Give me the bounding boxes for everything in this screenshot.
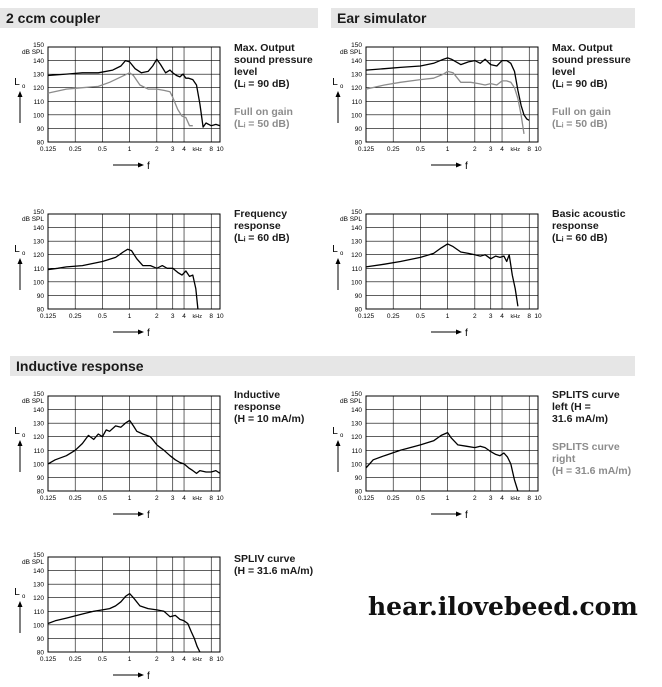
legend-entry-spliv: SPLIV curve (H = 31.6 mA/m) bbox=[234, 553, 314, 577]
y-tick-label: 100 bbox=[33, 461, 44, 469]
x-tick-label: 3 bbox=[488, 495, 493, 502]
y-tick-label: 80 bbox=[354, 139, 362, 147]
x-tick-label: 1 bbox=[127, 146, 132, 153]
y-tick-label: 110 bbox=[33, 608, 44, 616]
x-axis-arrowhead bbox=[138, 163, 144, 168]
y-unit-label: dB SPL bbox=[21, 398, 44, 405]
x-tick-label: 8 bbox=[527, 146, 532, 153]
plot-frame bbox=[366, 214, 538, 309]
y-axis-arrowhead bbox=[18, 258, 23, 264]
x-unit-label: kHz bbox=[510, 496, 520, 502]
x-tick-label: 10 bbox=[534, 146, 542, 153]
y-axis-label: L bbox=[14, 244, 20, 255]
x-tick-label: 0.25 bbox=[386, 313, 400, 320]
legend-entry-full-on-gain: Full on gain (Lᵢ = 50 dB) bbox=[234, 106, 293, 130]
x-tick-label: 8 bbox=[527, 313, 532, 320]
y-tick-label: 100 bbox=[33, 622, 44, 630]
y-tick-label: 90 bbox=[36, 474, 44, 482]
y-unit-label: dB SPL bbox=[339, 49, 362, 56]
legend-splits bbox=[552, 389, 631, 477]
x-axis-label: f bbox=[147, 161, 150, 172]
x-unit-label: kHz bbox=[192, 314, 202, 320]
legend-ear-max bbox=[552, 42, 631, 130]
x-tick-label: 0.25 bbox=[68, 656, 82, 663]
y-tick-label: 90 bbox=[36, 292, 44, 300]
x-tick-label: 3 bbox=[488, 313, 493, 320]
y-tick-label: 140 bbox=[33, 225, 44, 233]
legend-inductive bbox=[234, 389, 304, 425]
x-tick-label: 0.25 bbox=[386, 495, 400, 502]
x-tick-label: 0.5 bbox=[415, 313, 425, 320]
legend-entry-frequency-response: Frequency response (Lᵢ = 60 dB) bbox=[234, 208, 290, 244]
x-tick-label: 2 bbox=[473, 146, 477, 153]
y-tick-label: 150 bbox=[351, 209, 362, 216]
y-tick-label: 80 bbox=[354, 488, 362, 496]
y-tick-label: 110 bbox=[351, 447, 362, 455]
y-axis-label: L bbox=[14, 426, 20, 437]
plot-frame bbox=[366, 396, 538, 491]
x-axis-label: f bbox=[465, 510, 468, 521]
y-axis-label-sub: o bbox=[340, 84, 344, 90]
legend-entry-basic-acoustic: Basic acoustic response (Lᵢ = 60 dB) bbox=[552, 208, 626, 244]
x-unit-label: kHz bbox=[192, 657, 202, 663]
y-tick-label: 90 bbox=[354, 474, 362, 482]
legend-entry-full-on-gain: Full on gain (Lᵢ = 50 dB) bbox=[552, 106, 611, 130]
watermark-text: hear.ilovebeed.com bbox=[368, 592, 638, 621]
chart-coupler-frequency-response bbox=[0, 207, 232, 343]
y-tick-label: 140 bbox=[351, 58, 362, 66]
y-axis-label: L bbox=[332, 77, 338, 88]
x-tick-label: 4 bbox=[182, 495, 186, 502]
plot-frame bbox=[48, 396, 220, 491]
legend-coupler-freq bbox=[234, 208, 289, 244]
y-tick-label: 140 bbox=[33, 407, 44, 415]
x-tick-label: 2 bbox=[155, 313, 159, 320]
y-axis-label-sub: o bbox=[22, 433, 26, 439]
y-tick-label: 110 bbox=[33, 265, 44, 273]
y-tick-label: 150 bbox=[351, 391, 362, 398]
y-axis-arrowhead bbox=[336, 91, 341, 97]
section-header-ear bbox=[331, 8, 635, 28]
plot-frame bbox=[366, 47, 538, 142]
section-title: Inductive response bbox=[16, 358, 144, 374]
x-tick-label: 0.25 bbox=[68, 146, 82, 153]
x-tick-label: 4 bbox=[500, 495, 504, 502]
y-axis-label-sub: o bbox=[340, 433, 344, 439]
y-tick-label: 110 bbox=[351, 98, 362, 106]
y-tick-label: 80 bbox=[354, 306, 362, 314]
y-tick-label: 110 bbox=[351, 265, 362, 273]
y-tick-label: 130 bbox=[33, 71, 44, 79]
x-tick-label: 0.25 bbox=[386, 146, 400, 153]
chart-ear-basic-acoustic bbox=[318, 207, 550, 343]
legend-spliv bbox=[234, 553, 313, 577]
x-tick-label: 0.125 bbox=[39, 313, 57, 320]
y-tick-label: 120 bbox=[33, 252, 44, 260]
y-axis-arrowhead bbox=[336, 440, 341, 446]
x-axis-arrowhead bbox=[456, 330, 462, 335]
x-tick-label: 1 bbox=[127, 495, 132, 502]
y-tick-label: 130 bbox=[33, 420, 44, 428]
y-tick-label: 80 bbox=[36, 306, 44, 314]
x-tick-label: 2 bbox=[155, 656, 159, 663]
x-tick-label: 2 bbox=[155, 146, 159, 153]
section-title: Ear simulator bbox=[337, 10, 427, 26]
x-tick-label: 10 bbox=[534, 313, 542, 320]
chart-inductive-response bbox=[0, 389, 232, 525]
y-tick-label: 120 bbox=[33, 434, 44, 442]
x-tick-label: 3 bbox=[488, 146, 493, 153]
y-tick-label: 130 bbox=[33, 238, 44, 246]
x-tick-label: 0.125 bbox=[39, 146, 57, 153]
x-tick-label: 3 bbox=[170, 656, 175, 663]
x-tick-label: 8 bbox=[209, 146, 214, 153]
y-tick-label: 120 bbox=[351, 85, 362, 93]
x-tick-label: 8 bbox=[209, 656, 214, 663]
x-tick-label: 0.5 bbox=[97, 146, 107, 153]
x-tick-label: 1 bbox=[127, 313, 132, 320]
x-axis-label: f bbox=[147, 510, 150, 521]
x-tick-label: 1 bbox=[445, 313, 450, 320]
section-header-inductive bbox=[10, 356, 635, 376]
y-axis-label-sub: o bbox=[22, 594, 26, 600]
y-axis-label-sub: o bbox=[340, 251, 344, 257]
x-unit-label: kHz bbox=[192, 496, 202, 502]
x-tick-label: 0.125 bbox=[39, 495, 57, 502]
y-tick-label: 130 bbox=[351, 238, 362, 246]
y-tick-label: 100 bbox=[33, 112, 44, 120]
x-axis-arrowhead bbox=[456, 163, 462, 168]
y-axis-arrowhead bbox=[336, 258, 341, 264]
y-tick-label: 150 bbox=[33, 209, 44, 216]
y-axis-label: L bbox=[332, 244, 338, 255]
y-tick-label: 120 bbox=[351, 434, 362, 442]
x-tick-label: 10 bbox=[534, 495, 542, 502]
x-tick-label: 3 bbox=[170, 146, 175, 153]
section-title: 2 ccm coupler bbox=[6, 10, 101, 26]
x-tick-label: 2 bbox=[473, 495, 477, 502]
y-tick-label: 120 bbox=[33, 85, 44, 93]
y-tick-label: 130 bbox=[351, 420, 362, 428]
x-tick-label: 3 bbox=[170, 313, 175, 320]
y-tick-label: 90 bbox=[36, 125, 44, 133]
x-axis-arrowhead bbox=[138, 330, 144, 335]
x-tick-label: 4 bbox=[500, 313, 504, 320]
x-axis-arrowhead bbox=[138, 512, 144, 517]
y-tick-label: 90 bbox=[354, 292, 362, 300]
y-tick-label: 120 bbox=[33, 595, 44, 603]
x-tick-label: 4 bbox=[182, 656, 186, 663]
chart-spliv-curve bbox=[0, 550, 232, 686]
x-tick-label: 2 bbox=[473, 313, 477, 320]
y-tick-label: 100 bbox=[351, 112, 362, 120]
x-tick-label: 8 bbox=[527, 495, 532, 502]
y-unit-label: dB SPL bbox=[21, 216, 44, 223]
x-tick-label: 1 bbox=[445, 495, 450, 502]
x-tick-label: 8 bbox=[209, 313, 214, 320]
y-tick-label: 140 bbox=[33, 58, 44, 66]
y-tick-label: 80 bbox=[36, 488, 44, 496]
y-tick-label: 150 bbox=[33, 552, 44, 559]
y-tick-label: 150 bbox=[351, 42, 362, 49]
y-unit-label: dB SPL bbox=[21, 49, 44, 56]
y-tick-label: 140 bbox=[351, 225, 362, 233]
legend-ear-basic bbox=[552, 208, 626, 244]
y-tick-label: 90 bbox=[354, 125, 362, 133]
x-tick-label: 0.5 bbox=[97, 313, 107, 320]
y-tick-label: 80 bbox=[36, 139, 44, 147]
legend-entry-splits-right: SPLITS curve right (H = 31.6 mA/m) bbox=[552, 441, 632, 477]
x-tick-label: 8 bbox=[209, 495, 214, 502]
x-tick-label: 0.5 bbox=[97, 656, 107, 663]
y-axis-label: L bbox=[14, 77, 20, 88]
y-axis-label: L bbox=[14, 587, 20, 598]
x-tick-label: 0.125 bbox=[357, 146, 375, 153]
y-tick-label: 150 bbox=[33, 42, 44, 49]
legend-coupler-max bbox=[234, 42, 313, 130]
x-unit-label: kHz bbox=[192, 147, 202, 153]
y-tick-label: 100 bbox=[351, 279, 362, 287]
x-tick-label: 2 bbox=[155, 495, 159, 502]
chart-ear-max-output bbox=[318, 40, 550, 176]
y-tick-label: 110 bbox=[33, 98, 44, 106]
legend-entry-inductive-response: Inductive response (H = 10 mA/m) bbox=[234, 389, 305, 425]
y-axis-arrowhead bbox=[18, 91, 23, 97]
x-tick-label: 0.5 bbox=[97, 495, 107, 502]
y-tick-label: 120 bbox=[351, 252, 362, 260]
x-unit-label: kHz bbox=[510, 147, 520, 153]
x-tick-label: 4 bbox=[182, 313, 186, 320]
y-tick-label: 140 bbox=[33, 568, 44, 576]
plot-frame bbox=[48, 47, 220, 142]
y-tick-label: 90 bbox=[36, 635, 44, 643]
x-tick-label: 1 bbox=[445, 146, 450, 153]
x-axis-arrowhead bbox=[456, 512, 462, 517]
x-tick-label: 0.125 bbox=[357, 495, 375, 502]
x-tick-label: 0.125 bbox=[357, 313, 375, 320]
x-axis-label: f bbox=[465, 328, 468, 339]
y-tick-label: 140 bbox=[351, 407, 362, 415]
x-axis-label: f bbox=[465, 161, 468, 172]
x-tick-label: 0.25 bbox=[68, 313, 82, 320]
x-tick-label: 0.125 bbox=[39, 656, 57, 663]
x-tick-label: 10 bbox=[216, 146, 224, 153]
y-unit-label: dB SPL bbox=[339, 216, 362, 223]
y-unit-label: dB SPL bbox=[339, 398, 362, 405]
chart-splits-curve bbox=[318, 389, 550, 525]
x-tick-label: 10 bbox=[216, 656, 224, 663]
x-unit-label: kHz bbox=[510, 314, 520, 320]
x-tick-label: 1 bbox=[127, 656, 132, 663]
y-axis-label: L bbox=[332, 426, 338, 437]
legend-entry-max-output: Max. Output sound pressure level (Lᵢ = 90 dB) bbox=[552, 42, 631, 90]
legend-entry-splits-left: SPLITS curve left (H = 31.6 mA/m) bbox=[552, 389, 620, 425]
y-tick-label: 80 bbox=[36, 649, 44, 657]
y-tick-label: 100 bbox=[33, 279, 44, 287]
y-tick-label: 100 bbox=[351, 461, 362, 469]
chart-coupler-max-output bbox=[0, 40, 232, 176]
y-tick-label: 130 bbox=[351, 71, 362, 79]
y-axis-arrowhead bbox=[18, 601, 23, 607]
x-tick-label: 0.5 bbox=[415, 146, 425, 153]
y-axis-label-sub: o bbox=[22, 251, 26, 257]
y-tick-label: 110 bbox=[33, 447, 44, 455]
legend-entry-max-output: Max. Output sound pressure level (Lᵢ = 90 dB) bbox=[234, 42, 313, 90]
y-axis-label-sub: o bbox=[22, 84, 26, 90]
y-tick-label: 130 bbox=[33, 581, 44, 589]
x-tick-label: 4 bbox=[182, 146, 186, 153]
y-tick-label: 150 bbox=[33, 391, 44, 398]
y-unit-label: dB SPL bbox=[21, 559, 44, 566]
plot-frame bbox=[48, 214, 220, 309]
x-tick-label: 3 bbox=[170, 495, 175, 502]
x-tick-label: 4 bbox=[500, 146, 504, 153]
x-tick-label: 0.5 bbox=[415, 495, 425, 502]
x-axis-label: f bbox=[147, 328, 150, 339]
x-tick-label: 10 bbox=[216, 313, 224, 320]
x-axis-label: f bbox=[147, 671, 150, 682]
x-tick-label: 0.25 bbox=[68, 495, 82, 502]
x-axis-arrowhead bbox=[138, 673, 144, 678]
x-tick-label: 10 bbox=[216, 495, 224, 502]
section-header-coupler bbox=[0, 8, 318, 28]
y-axis-arrowhead bbox=[18, 440, 23, 446]
